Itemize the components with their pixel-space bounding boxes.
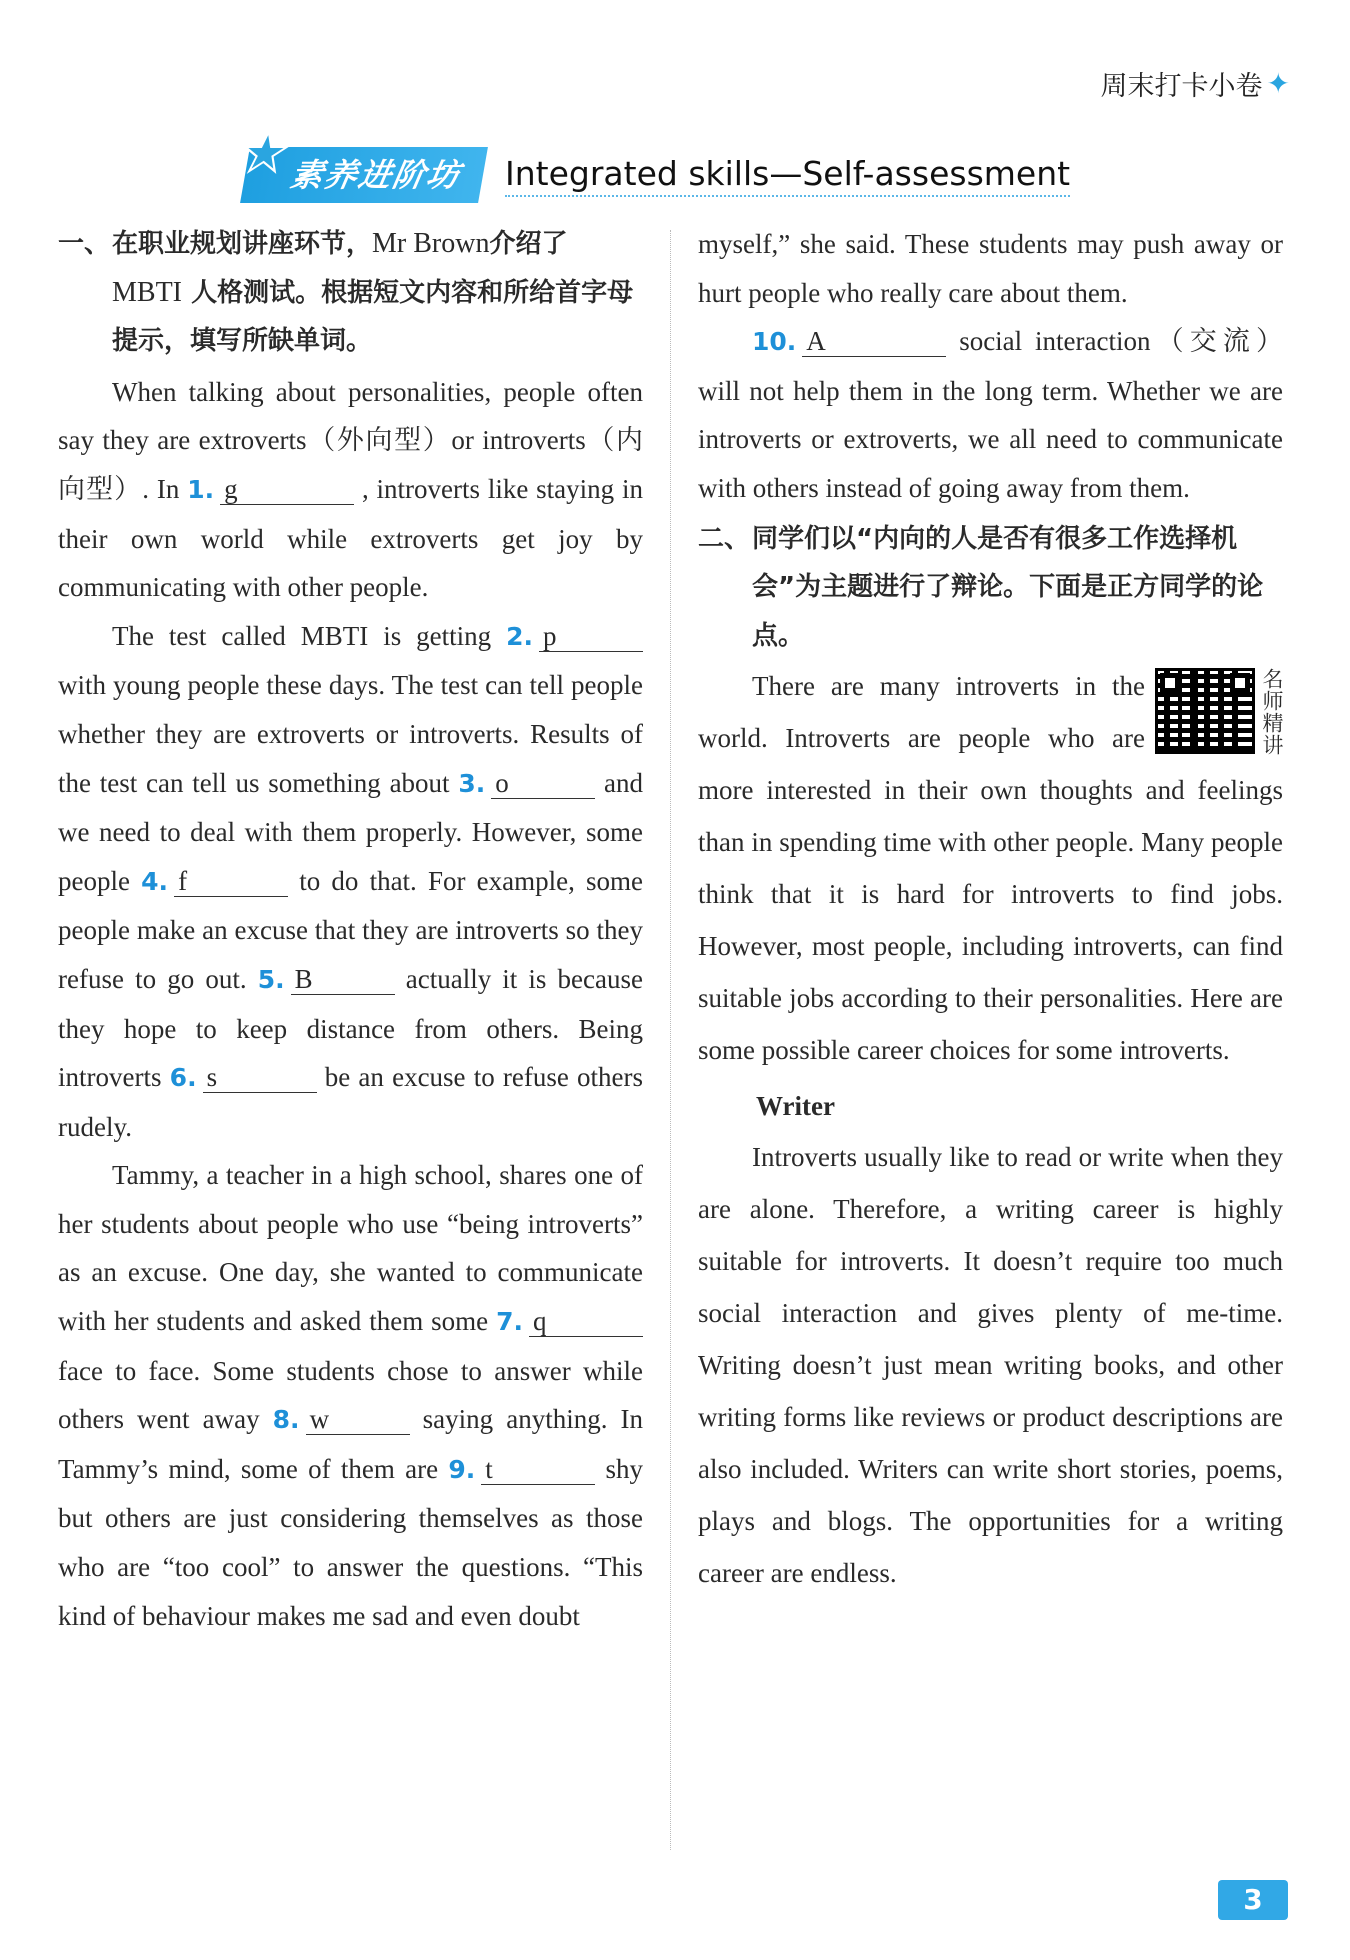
sparkle-icon: ✦ xyxy=(1266,67,1290,100)
paragraph-3-continued: myself,” she said. These students may push away or hurt people who really care about them. xyxy=(698,229,1283,308)
blank-7-number: 7. xyxy=(496,1307,523,1337)
p1-text-b: , introverts like staying in their own world while extroverts get joy by communicating with other people. xyxy=(58,473,643,603)
left-column xyxy=(58,220,643,1640)
paragraph-3 xyxy=(58,1151,643,1640)
banner-title: Integrated skills—Self-assessment xyxy=(505,154,1070,197)
p3-text-a: Tammy, a teacher in a high school, shares one of her students about people who use “being introverts” as an excuse. One day, she wanted to communicate with her students and asked them some xyxy=(58,1160,643,1337)
star-icon: ★ xyxy=(235,121,297,184)
blank-8-number: 8. xyxy=(272,1405,300,1435)
p4-text: social interaction（交流）will not help them in the long term. Whether we are introverts or extroverts, we all need to communicate with others instead of going away from them. xyxy=(698,326,1284,503)
p2-text-f: be an excuse to refuse others rudely. xyxy=(58,1062,644,1142)
column-divider xyxy=(670,230,671,1850)
blank-4-number: 4. xyxy=(141,866,169,896)
blank-1[interactable]: g xyxy=(220,474,354,505)
section-banner xyxy=(235,121,1071,205)
section1-heading-c: 人格测试。根据短文内容和所给首字母提示，填写所缺单词。 xyxy=(112,277,634,357)
section1-heading-latin2: MBTI xyxy=(112,276,182,308)
blank-5[interactable]: B xyxy=(291,964,395,995)
blank-6[interactable]: s xyxy=(203,1062,317,1093)
p3-text-d: shy but others are just considering themselves as those who are “too cool” to answer the questions. “This kind of behaviour makes me sad and even doubt xyxy=(58,1453,644,1631)
header-tag-text: 周末打卡小卷 xyxy=(1100,71,1263,102)
blank-6-number: 6. xyxy=(169,1063,197,1093)
blank-8[interactable]: w xyxy=(306,1404,410,1435)
paragraph-2 xyxy=(58,612,643,1152)
blank-2-number: 2. xyxy=(506,621,533,651)
blank-3-number: 3. xyxy=(458,768,486,798)
blank-10-number: 10. xyxy=(752,327,797,357)
section1-heading-b: 介绍了 xyxy=(489,229,568,259)
section1-heading-latin: Mr Brown xyxy=(372,228,490,259)
page-number: 3 xyxy=(1218,1880,1288,1920)
section2-heading-text: 同学们以“内向的人是否有很多工作选择机会”为主题进行了辩论。下面是正方同学的论点。 xyxy=(752,523,1264,651)
qr-block[interactable] xyxy=(1155,668,1283,756)
p1-text-a: When talking about personalities, people often say they are extroverts（外向型）or introverts（内向型）. In xyxy=(58,376,643,504)
blank-2[interactable]: p xyxy=(539,621,643,652)
paragraph-1 xyxy=(58,368,643,612)
qr-code-icon[interactable] xyxy=(1155,668,1255,754)
section2-paragraph-2: Introverts usually like to read or write when they are alone. Therefore, a writing career is highly suitable for introverts. It doesn’t require too much social interaction and gives plenty of me-time. Writing doesn’t just mean writing books, and other writing forms like reviews or product descriptions are also included. Writers can write short stories, poems, plays and blogs. The opportunities for a writing career are endless. xyxy=(698,1141,1283,1588)
section2-heading xyxy=(698,515,1283,661)
p2-text-a: The test called MBTI is getting xyxy=(112,620,492,651)
p3-text-c: saying anything. In Tammy’s mind, some of them are xyxy=(58,1404,644,1484)
p2-text-e: actually it is because they hope to keep distance from others. Being introverts xyxy=(58,963,644,1093)
p2-text-c: and we need to deal with them properly. However, some people xyxy=(58,767,644,896)
blank-3[interactable]: o xyxy=(491,768,595,799)
blank-10[interactable]: A xyxy=(802,326,946,357)
right-column xyxy=(698,220,1283,1599)
section1-heading xyxy=(58,220,643,366)
header-tag xyxy=(1101,64,1290,103)
blank-1-number: 1. xyxy=(187,474,215,504)
section2-paragraph-1: There are many introverts in the world. Introverts are people who are more interested in their own thoughts and feelings than in spending time with other people. Many people think that it is hard for introverts to find jobs. However, most people, including introverts, can find suitable jobs according to their personalities. Here are some possible career choices for some introverts. xyxy=(698,671,1283,1066)
qr-label: 名师精讲 xyxy=(1260,668,1284,757)
section2-number: 二、 xyxy=(698,523,751,554)
section1-number: 一、 xyxy=(58,229,111,259)
blank-5-number: 5. xyxy=(257,964,285,994)
banner-badge-text: 素养进阶坊 xyxy=(287,156,465,194)
subtitle-writer: Writer xyxy=(756,1091,835,1122)
blank-9[interactable]: t xyxy=(481,1454,595,1485)
blank-7[interactable]: q xyxy=(529,1306,643,1337)
section1-heading-a: 在职业规划讲座环节， xyxy=(112,229,373,259)
p3-text-b: face to face. Some students chose to answer while others went away xyxy=(58,1355,643,1435)
banner-badge xyxy=(235,121,488,203)
blank-4[interactable]: f xyxy=(174,866,288,897)
p2-text-d: to do that. For example, some people make an excuse that they are introverts so they refuse to go out. xyxy=(58,865,644,994)
blank-9-number: 9. xyxy=(448,1454,476,1484)
paragraph-4 xyxy=(698,317,1283,512)
p2-text-b: with young people these days. The test can tell people whether they are extroverts or introverts. Results of the test can tell us something about xyxy=(58,670,643,798)
